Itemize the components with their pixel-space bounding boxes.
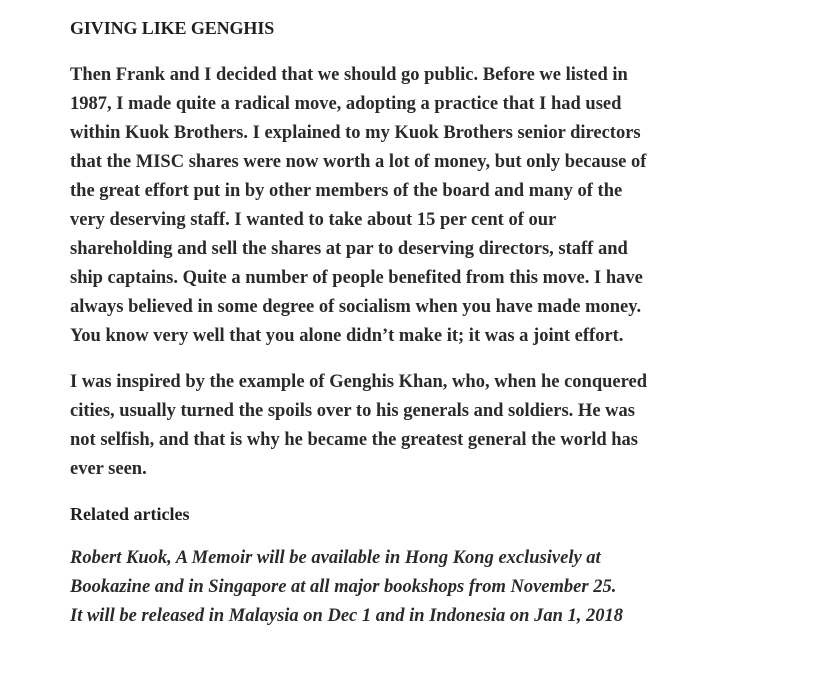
paragraph-line: 1987, I made quite a radical move, adopting a practice that I had used: [70, 94, 622, 114]
paragraph-line: very deserving staff. I wanted to take about 15 per cent of our: [70, 210, 557, 230]
note-line: Bookazine and in Singapore at all major bookshops from November 25.: [70, 577, 617, 597]
paragraph-line: ship captains. Quite a number of people benefited from this move. I have: [70, 268, 643, 288]
note-line: Robert Kuok, A Memoir will be available in Hong Kong exclusively at: [70, 548, 601, 568]
related-articles-heading: Related articles: [70, 504, 190, 524]
section-heading: GIVING LIKE GENGHIS: [70, 18, 275, 38]
availability-note: [70, 544, 770, 631]
paragraph-going-public: [70, 61, 770, 351]
article-body: [70, 0, 770, 631]
paragraph-line: the great effort put in by other members of the board and many of the: [70, 181, 623, 201]
paragraph-line: Then Frank and I decided that we should go public. Before we listed in: [70, 65, 628, 85]
paragraph-genghis-khan: [70, 368, 770, 484]
paragraph-line: cities, usually turned the spoils over to his generals and soldiers. He was: [70, 401, 635, 421]
paragraph-line: within Kuok Brothers. I explained to my Kuok Brothers senior directors: [70, 123, 641, 143]
paragraph-line: ever seen.: [70, 459, 147, 479]
paragraph-line: not selfish, and that is why he became the greatest general the world has: [70, 430, 638, 450]
paragraph-line: always believed in some degree of socialism when you have made money.: [70, 297, 642, 317]
paragraph-line: that the MISC shares were now worth a lot of money, but only because of: [70, 152, 647, 172]
note-line: It will be released in Malaysia on Dec 1 and in Indonesia on Jan 1, 2018: [70, 606, 623, 626]
paragraph-line: You know very well that you alone didn’t make it; it was a joint effort.: [70, 326, 624, 346]
paragraph-line: I was inspired by the example of Genghis Khan, who, when he conquered: [70, 372, 648, 392]
paragraph-line: shareholding and sell the shares at par to deserving directors, staff and: [70, 239, 628, 259]
